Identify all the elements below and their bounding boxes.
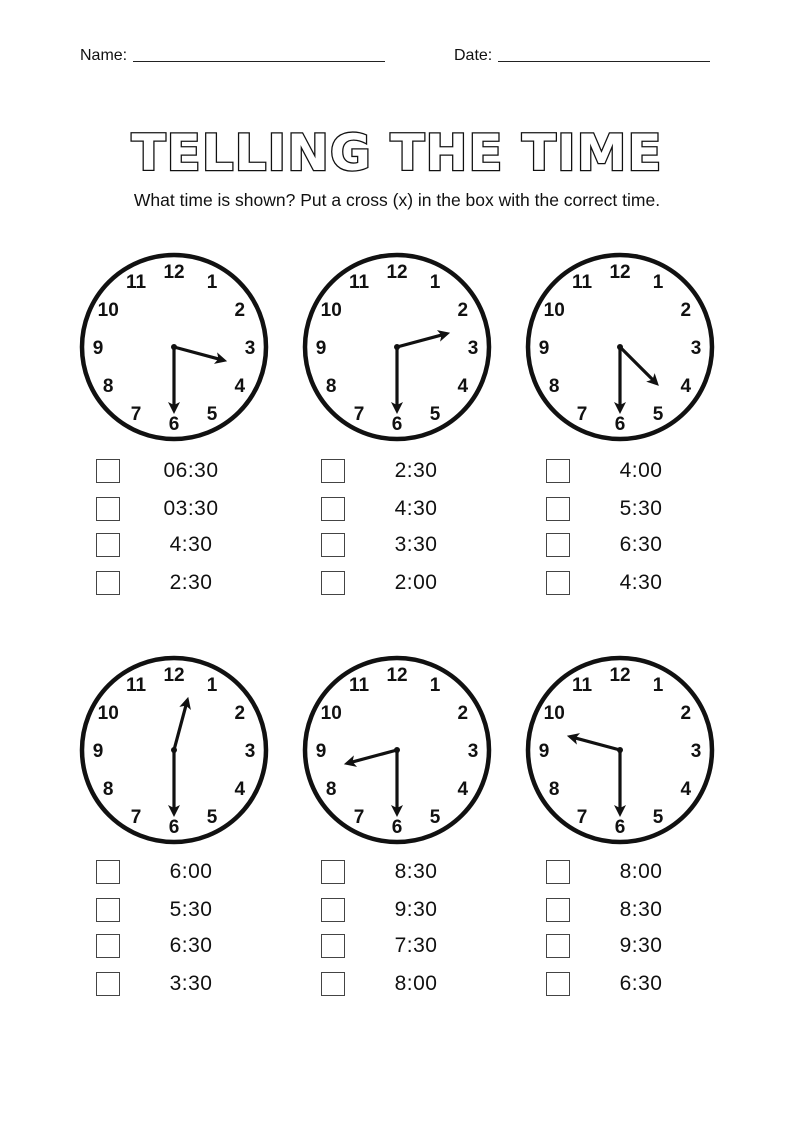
clock-number: 9: [315, 741, 327, 762]
answer-option[interactable]: [321, 860, 521, 896]
answer-option[interactable]: [321, 533, 521, 569]
answer-checkbox[interactable]: [96, 533, 120, 557]
clock-number: 4: [680, 779, 692, 800]
clock-face: [522, 249, 718, 445]
clock-number: 5: [429, 403, 441, 425]
clock-pivot: [394, 747, 400, 753]
answer-option[interactable]: [321, 972, 521, 1008]
title-text: TELLING THE TIME: [131, 124, 663, 182]
clock-number: 6: [614, 414, 626, 435]
clock-number: 9: [538, 338, 550, 359]
clock-number: 1: [652, 272, 664, 294]
answer-checkbox[interactable]: [96, 934, 120, 958]
answer-option[interactable]: [546, 459, 746, 495]
answer-checkbox[interactable]: [96, 497, 120, 521]
clock-number: 2: [680, 703, 692, 724]
instructions: What time is shown? Put a cross (x) in the box with the correct time.: [133, 190, 661, 210]
answer-time-label: 8:00: [394, 972, 438, 995]
clock-number: 4: [680, 376, 692, 397]
clock-number: 6: [391, 817, 403, 838]
answer-checkbox[interactable]: [321, 934, 345, 958]
clock-number: 8: [548, 779, 560, 800]
clock-number: 6: [614, 817, 626, 838]
clock-number: 3: [467, 338, 479, 359]
clock-number: 6: [168, 414, 180, 435]
name-label: Name:: [80, 47, 128, 64]
clock-number: 9: [315, 338, 327, 359]
clock-number: 11: [348, 272, 370, 294]
clock-pivot: [617, 344, 623, 350]
answer-checkbox[interactable]: [321, 571, 345, 595]
clock-number: 10: [97, 300, 119, 321]
clock-number: 12: [163, 262, 185, 283]
answer-option[interactable]: [96, 459, 296, 495]
clock-number: 2: [234, 300, 246, 321]
clock-number: 3: [690, 741, 702, 762]
answer-checkbox[interactable]: [546, 459, 570, 483]
clock-number: 3: [467, 741, 479, 762]
clock-number: 7: [576, 403, 588, 425]
answer-checkbox[interactable]: [546, 533, 570, 557]
answer-option[interactable]: [546, 934, 746, 970]
answer-option[interactable]: [321, 934, 521, 970]
clock-number: 1: [429, 675, 441, 697]
answer-time-label: 6:30: [619, 533, 663, 556]
name-field[interactable]: [80, 47, 385, 65]
answer-time-label: 8:30: [619, 898, 663, 921]
clock-number: 4: [457, 376, 469, 397]
clock-face: [299, 249, 495, 445]
answer-option[interactable]: [321, 497, 521, 533]
clock-3: [522, 249, 718, 445]
answer-checkbox[interactable]: [546, 898, 570, 922]
clock-number: 10: [543, 703, 565, 724]
answer-checkbox[interactable]: [546, 972, 570, 996]
answer-option[interactable]: [321, 898, 521, 934]
clock-number: 5: [429, 806, 441, 828]
answer-option[interactable]: [321, 459, 521, 495]
clock-number: 11: [571, 675, 593, 697]
clock-number: 2: [457, 300, 469, 321]
answer-checkbox[interactable]: [96, 972, 120, 996]
answer-checkbox[interactable]: [321, 459, 345, 483]
clock-6: [522, 652, 718, 848]
date-field[interactable]: [454, 47, 710, 65]
clock-number: 5: [206, 806, 218, 828]
clock-number: 4: [234, 376, 246, 397]
answer-time-label: 8:00: [619, 860, 663, 883]
answer-time-label: 4:00: [619, 459, 663, 482]
answer-option[interactable]: [546, 571, 746, 607]
clock-pivot: [171, 747, 177, 753]
answer-time-label: 3:30: [394, 533, 438, 556]
clock-5: [299, 652, 495, 848]
clock-number: 1: [429, 272, 441, 294]
answer-time-label: 6:30: [619, 972, 663, 995]
clock-number: 8: [102, 779, 114, 800]
answer-time-label: 06:30: [163, 459, 219, 482]
answer-option[interactable]: [96, 533, 296, 569]
clock-number: 10: [97, 703, 119, 724]
clock-2: [299, 249, 495, 445]
answer-time-label: 4:30: [169, 533, 213, 556]
clock-number: 8: [325, 376, 337, 397]
answer-option[interactable]: [546, 972, 746, 1008]
clock-4: [76, 652, 272, 848]
answer-checkbox[interactable]: [321, 860, 345, 884]
answer-option[interactable]: [96, 898, 296, 934]
clock-number: 8: [548, 376, 560, 397]
answer-checkbox[interactable]: [321, 533, 345, 557]
answer-time-label: 2:30: [394, 459, 438, 482]
clock-face: [76, 652, 272, 848]
clock-number: 10: [320, 703, 342, 724]
answer-time-label: 6:30: [169, 934, 213, 957]
answer-time-label: 9:30: [619, 934, 663, 957]
answer-time-label: 5:30: [169, 898, 213, 921]
answer-time-label: 4:30: [394, 497, 438, 520]
clock-number: 7: [576, 806, 588, 828]
clock-number: 1: [652, 675, 664, 697]
clock-number: 2: [234, 703, 246, 724]
clock-number: 11: [125, 272, 147, 294]
answer-checkbox[interactable]: [321, 898, 345, 922]
answer-checkbox[interactable]: [96, 898, 120, 922]
answer-time-label: 3:30: [169, 972, 213, 995]
clock-number: 2: [457, 703, 469, 724]
clock-number: 7: [353, 806, 365, 828]
answer-option[interactable]: [96, 571, 296, 607]
clock-number: 12: [609, 262, 631, 283]
answer-time-label: 03:30: [163, 497, 219, 520]
answer-checkbox[interactable]: [96, 459, 120, 483]
answer-option[interactable]: [546, 533, 746, 569]
answer-checkbox[interactable]: [96, 860, 120, 884]
clock-number: 7: [353, 403, 365, 425]
clock-number: 7: [130, 806, 142, 828]
clock-number: 12: [386, 665, 408, 686]
answer-option[interactable]: [96, 860, 296, 896]
clock-number: 6: [168, 817, 180, 838]
clock-number: 8: [325, 779, 337, 800]
answer-checkbox[interactable]: [321, 497, 345, 521]
clock-number: 11: [571, 272, 593, 294]
answer-option[interactable]: [546, 860, 746, 896]
answer-checkbox[interactable]: [546, 860, 570, 884]
answer-time-label: 2:30: [169, 571, 213, 594]
clock-pivot: [171, 344, 177, 350]
answer-time-label: 4:30: [619, 571, 663, 594]
clock-1: [76, 249, 272, 445]
clock-number: 8: [102, 376, 114, 397]
clock-number: 4: [457, 779, 469, 800]
clock-number: 5: [206, 403, 218, 425]
answer-checkbox[interactable]: [546, 497, 570, 521]
clock-number: 2: [680, 300, 692, 321]
answer-time-label: 9:30: [394, 898, 438, 921]
clock-face: [522, 652, 718, 848]
answer-checkbox[interactable]: [321, 972, 345, 996]
answer-time-label: 5:30: [619, 497, 663, 520]
answer-option[interactable]: [96, 497, 296, 533]
clock-number: 12: [609, 665, 631, 686]
clock-number: 6: [391, 414, 403, 435]
clock-number: 9: [92, 741, 104, 762]
clock-number: 1: [206, 675, 218, 697]
clock-number: 10: [543, 300, 565, 321]
date-label: Date:: [454, 47, 493, 64]
clock-pivot: [617, 747, 623, 753]
answer-checkbox[interactable]: [546, 934, 570, 958]
clock-number: 3: [244, 741, 256, 762]
clock-number: 12: [163, 665, 185, 686]
clock-number: 4: [234, 779, 246, 800]
answer-time-label: 7:30: [394, 934, 438, 957]
answer-option[interactable]: [546, 497, 746, 533]
answer-checkbox[interactable]: [546, 571, 570, 595]
name-line[interactable]: [133, 47, 385, 62]
clock-number: 7: [130, 403, 142, 425]
answer-time-label: 6:00: [169, 860, 213, 883]
clock-number: 10: [320, 300, 342, 321]
clock-number: 5: [652, 403, 664, 425]
worksheet-title: [0, 118, 794, 188]
clock-number: 3: [244, 338, 256, 359]
clock-face: [299, 652, 495, 848]
date-line[interactable]: [498, 47, 710, 62]
clock-pivot: [394, 344, 400, 350]
clock-face: [76, 249, 272, 445]
clock-number: 11: [125, 675, 147, 697]
clock-number: 9: [538, 741, 550, 762]
answer-option[interactable]: [546, 898, 746, 934]
answer-checkbox[interactable]: [96, 571, 120, 595]
answer-option[interactable]: [321, 571, 521, 607]
clock-number: 5: [652, 806, 664, 828]
clock-number: 1: [206, 272, 218, 294]
answer-option[interactable]: [96, 934, 296, 970]
answer-time-label: 8:30: [394, 860, 438, 883]
answer-option[interactable]: [96, 972, 296, 1008]
clock-number: 3: [690, 338, 702, 359]
answer-time-label: 2:00: [394, 571, 438, 594]
clock-number: 11: [348, 675, 370, 697]
clock-number: 12: [386, 262, 408, 283]
clock-number: 9: [92, 338, 104, 359]
